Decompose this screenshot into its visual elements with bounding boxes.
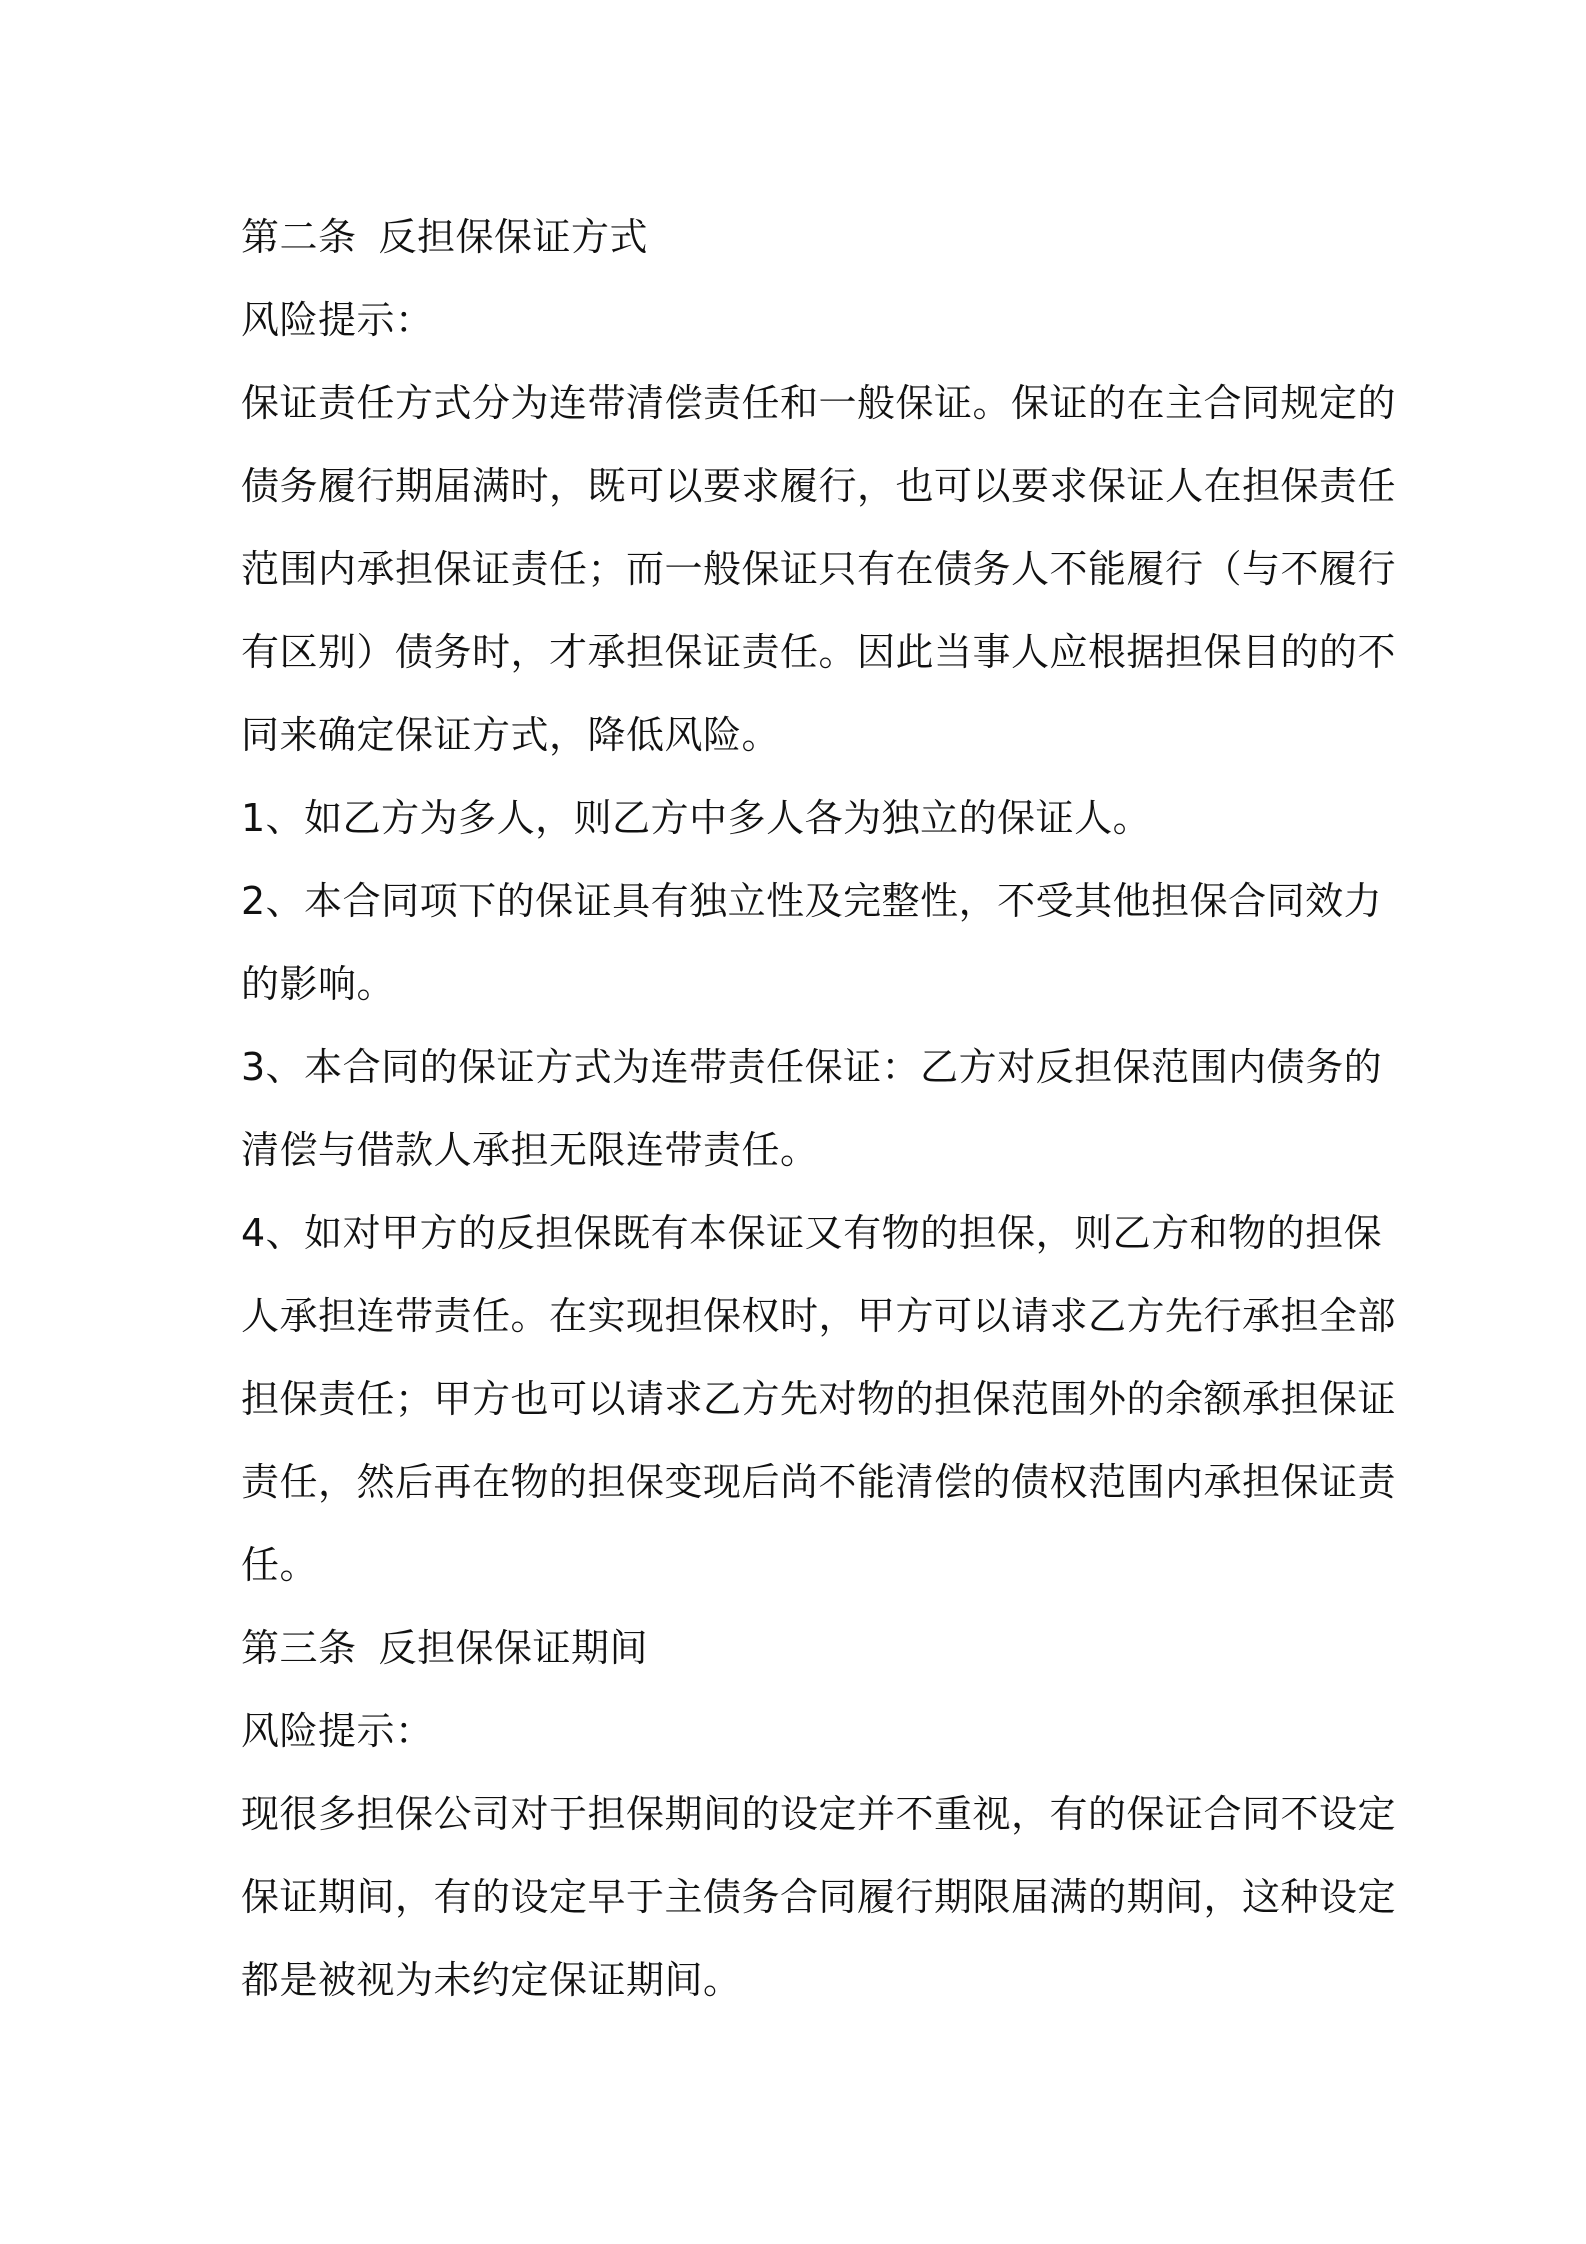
text-line: 的影响。 [241, 962, 396, 1006]
section-3-risk-text [241, 1773, 1397, 2022]
section-2-number: 第二条 [241, 215, 357, 259]
text-line: 2、本合同项下的保证具有独立性及完整性，不受其他担保合同效力 [241, 879, 1383, 923]
text-line: 担保责任；甲方也可以请求乙方先对物的担保范围外的余额承担保证 [241, 1377, 1397, 1421]
section-3-risk-label: 风险提示： [241, 1709, 434, 1753]
text-line: 责任，然后再在物的担保变现后尚不能清偿的债权范围内承担保证责 [241, 1460, 1397, 1504]
section-2-risk-text [241, 362, 1397, 777]
clause-3 [241, 1026, 1383, 1192]
section-2-title: 反担保保证方式 [378, 215, 649, 259]
text-line: 保证责任方式分为连带清偿责任和一般保证。保证的在主合同规定的 [241, 381, 1397, 425]
text-line: 有区别）债务时，才承担保证责任。因此当事人应根据担保目的的不 [241, 630, 1397, 674]
text-line: 4、如对甲方的反担保既有本保证又有物的担保，则乙方和物的担保 [241, 1211, 1383, 1255]
section-3-heading [241, 1607, 1361, 1690]
text-line: 人承担连带责任。在实现担保权时，甲方可以请求乙方先行承担全部 [241, 1294, 1397, 1338]
text-line: 现很多担保公司对于担保期间的设定并不重视，有的保证合同不设定 [241, 1792, 1397, 1836]
clause-1 [241, 777, 1361, 860]
section-3-number: 第三条 [241, 1626, 357, 1670]
text-line: 清偿与借款人承担无限连带责任。 [241, 1128, 819, 1172]
text-line: 都是被视为未约定保证期间。 [241, 1958, 742, 2002]
text-line: 范围内承担保证责任；而一般保证只有在债务人不能履行（与不履行 [241, 547, 1397, 591]
section-2-heading [241, 196, 1361, 279]
text-line: 任。 [241, 1543, 319, 1587]
clause-2 [241, 860, 1383, 1026]
text-line: 同来确定保证方式，降低风险。 [241, 713, 781, 757]
text-line: 1、如乙方为多人，则乙方中多人各为独立的保证人。 [241, 796, 1152, 840]
text-line: 3、本合同的保证方式为连带责任保证：乙方对反担保范围内债务的 [241, 1045, 1383, 1089]
section-2-risk-label: 风险提示： [241, 298, 434, 342]
text-line: 保证期间，有的设定早于主债务合同履行期限届满的期间，这种设定 [241, 1875, 1397, 1919]
text-line: 债务履行期届满时，既可以要求履行，也可以要求保证人在担保责任 [241, 464, 1397, 508]
document-body [241, 196, 1397, 2022]
section-3-title: 反担保保证期间 [378, 1626, 649, 1670]
clause-4 [241, 1192, 1397, 1607]
